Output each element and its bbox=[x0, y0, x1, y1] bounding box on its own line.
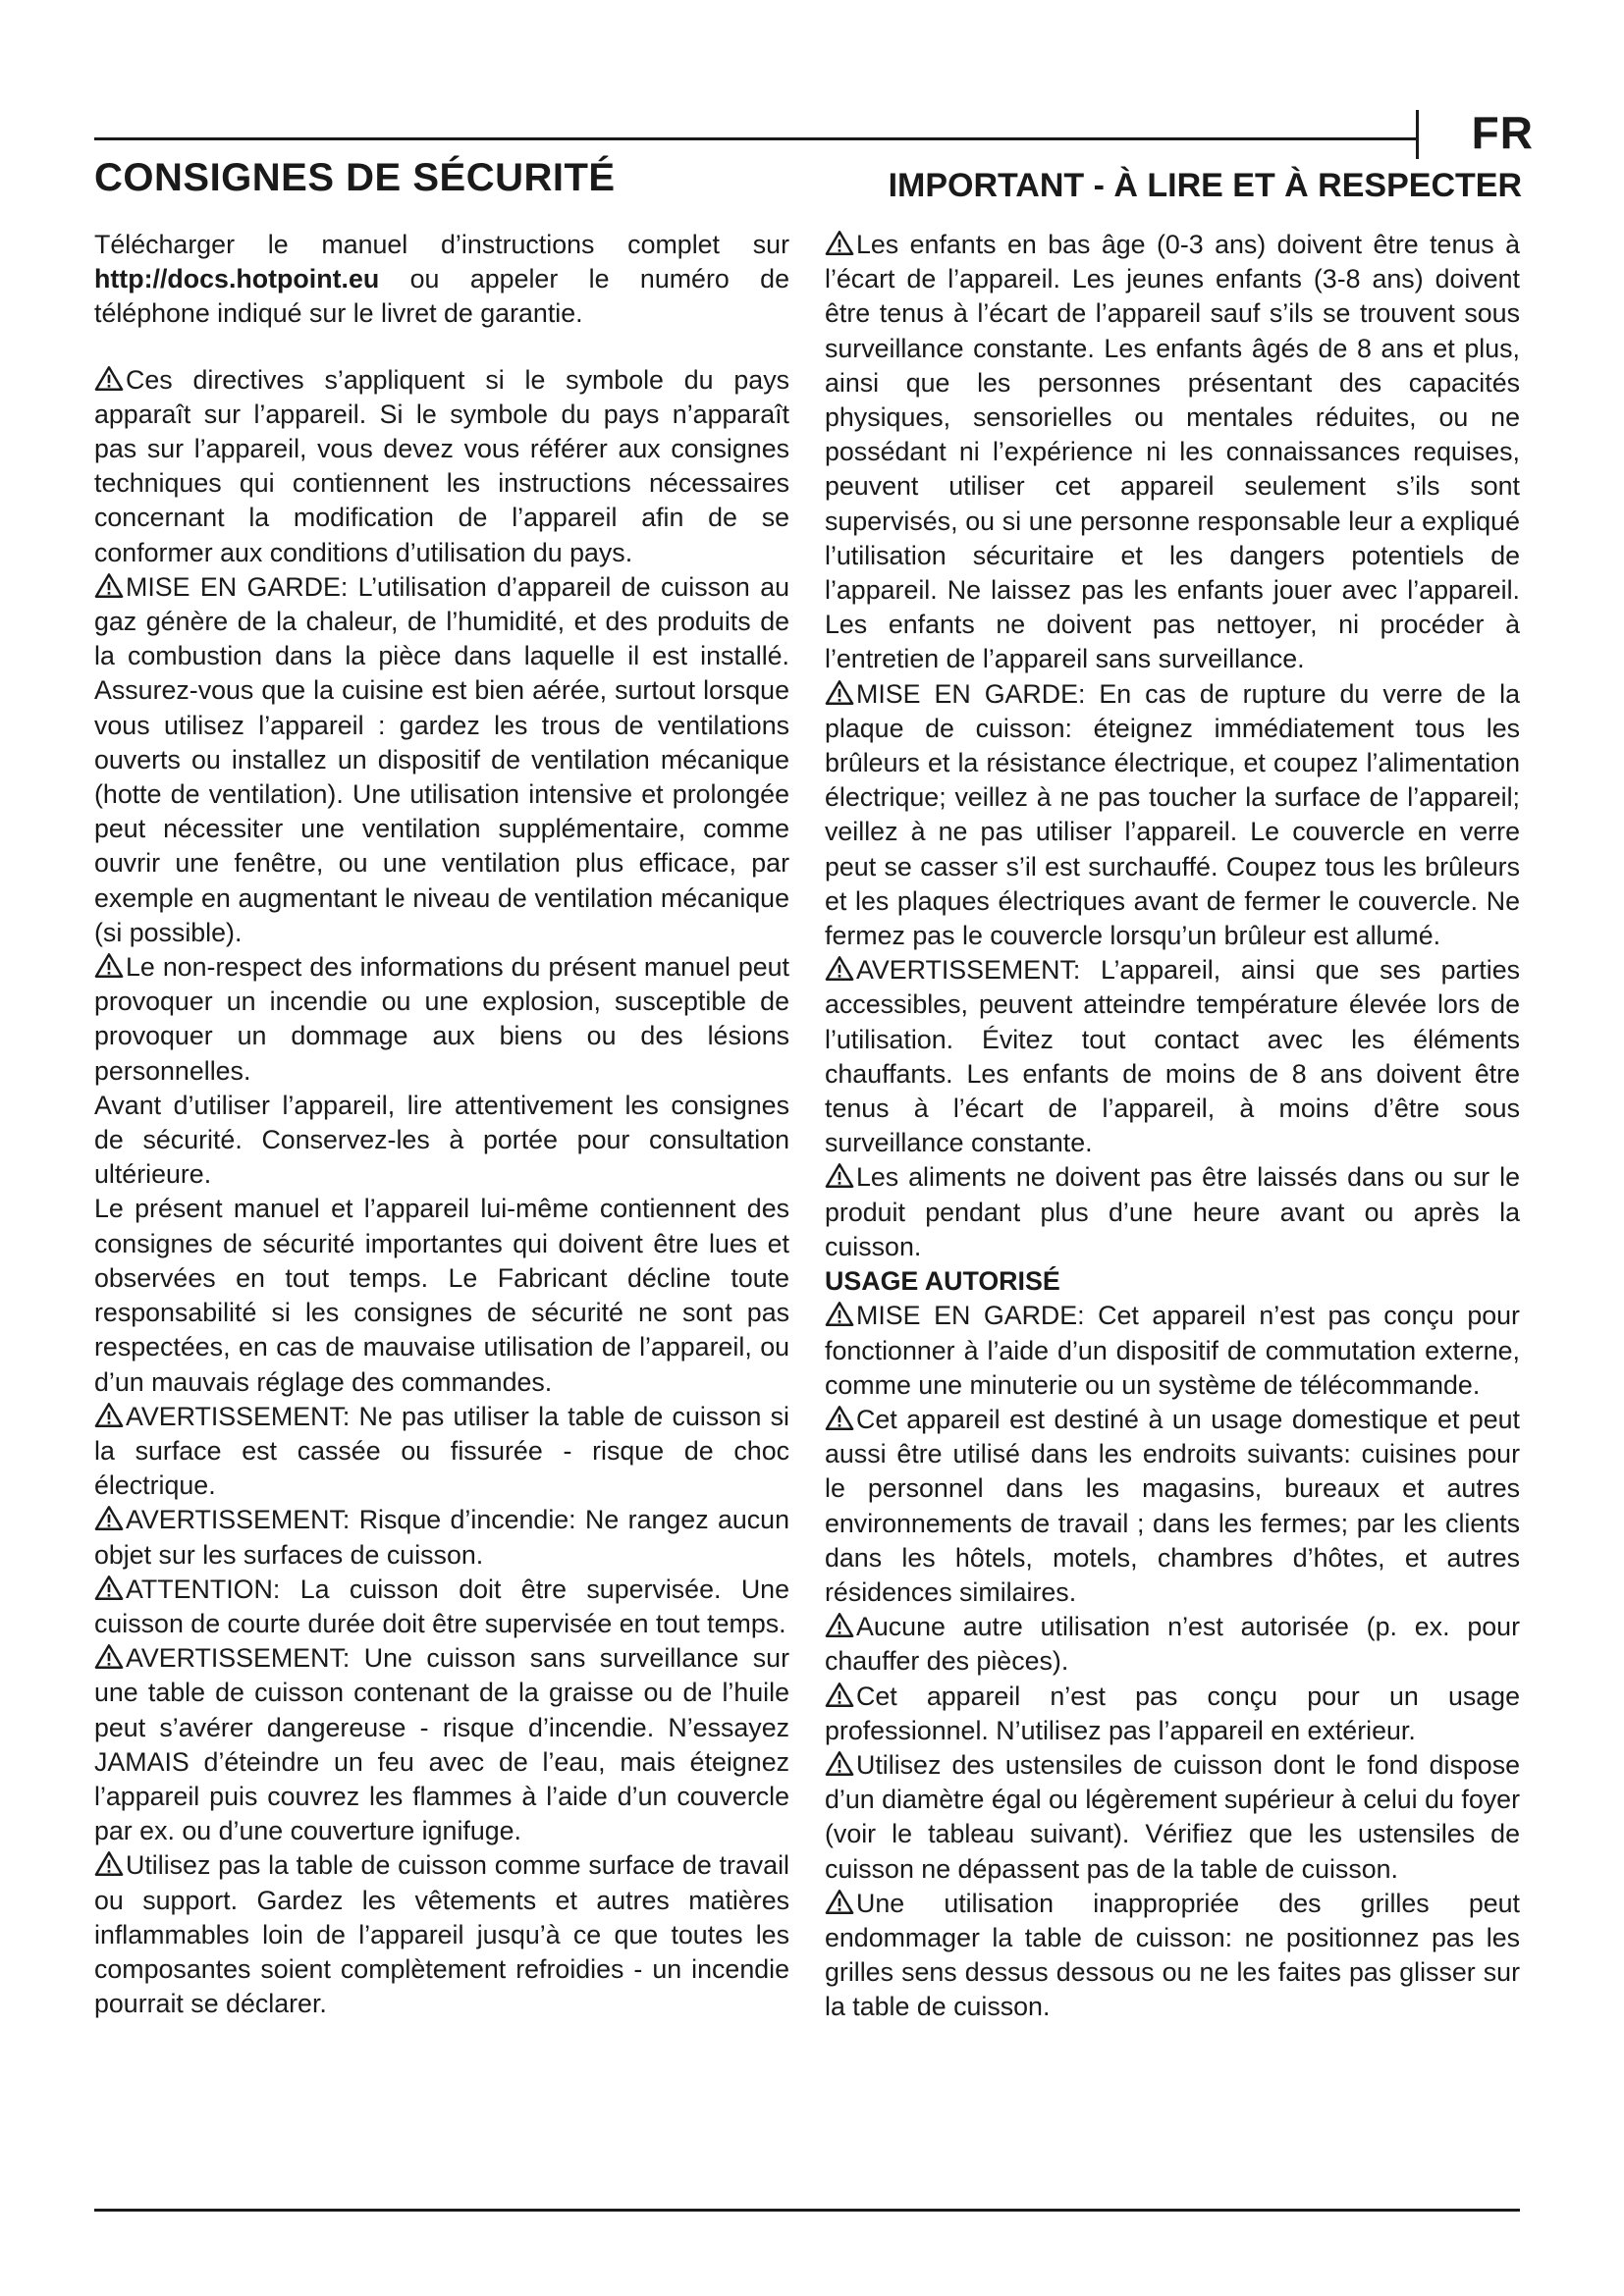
warning-icon bbox=[94, 1850, 124, 1877]
page-subtitle: IMPORTANT - À LIRE ET À RESPECTER bbox=[888, 167, 1522, 204]
safety-paragraph: Aucune autre utilisation n’est autorisée (p. ex. pour chauffer des pièces). bbox=[825, 1612, 1520, 1677]
warning-icon bbox=[94, 572, 124, 599]
safety-paragraph: Avant d’utiliser l’appareil, lire attentivement les consignes de sécurité. Conservez-les à portée pour consultation ultérieure. bbox=[94, 1090, 789, 1190]
warning-icon bbox=[94, 1402, 124, 1428]
safety-paragraph: Ces directives s’appliquent si le symbole du pays apparaît sur l’appareil. Si le symbole du pays n’apparaît pas sur l’appareil, vous devez vous référer aux consignes techniques qui contiennent les instructions nécessaires concernant la modification de l’appareil afin de se conformer aux conditions d’utilisation du pays. bbox=[94, 364, 789, 567]
safety-paragraph: MISE EN GARDE: L’utilisation d’appareil de cuisson au gaz génère de la chaleur, de l’humidité, et des produits de la combustion dans la pièce dans laquelle il est installé. Assurez-vous que la cuisine est bien aérée, surtout lorsque vous utilisez l’appareil : gardez les trous de ventilations ouverts ou installez un dispositif de ventilation mécanique (hotte de ventilation). Une utilisation intensive et prolongée peut nécessiter une ventilation supplémentaire, comme ouvrir une fenêtre, ou une ventilation plus efficace, par exemple en augmentant le niveau de ventilation mécanique (si possible). bbox=[94, 571, 789, 947]
safety-paragraph: MISE EN GARDE: En cas de rupture du verre de la plaque de cuisson: éteignez immédiatement tous les brûleurs et la résistance électrique, et coupez l’alimentation électrique; veillez à ne pas toucher la surface de l’appareil; veillez à ne pas utiliser l’appareil. Le couvercle en verre peut se casser s’il est surchauffé. Coupez tous les brûleurs et les plaques électriques avant de fermer le couvercle. Ne fermez pas le couvercle lorsqu’un brûleur est allumé. bbox=[825, 678, 1520, 951]
language-code: FR bbox=[1471, 107, 1534, 158]
manual-url-link[interactable]: http://docs.hotpoint.eu bbox=[94, 264, 380, 294]
warning-icon bbox=[94, 365, 124, 392]
warning-icon bbox=[825, 1682, 854, 1708]
safety-paragraph: Utilisez pas la table de cuisson comme surface de travail ou support. Gardez les vêtements et autres matières inflammables loin de l’appareil jusqu’à ce que toutes les composantes soient complètement refroidies - un incendie pourrait se déclarer. bbox=[94, 1850, 789, 2019]
warning-icon bbox=[825, 1612, 854, 1638]
warning-icon bbox=[94, 1575, 124, 1601]
warning-icon bbox=[825, 1750, 854, 1777]
safety-paragraph: Utilisez des ustensiles de cuisson dont le fond dispose d’un diamètre égal ou légèrement supérieur à celui du foyer (voir le tableau suivant). Vérifiez que les ustensiles de cuisson ne dépassent pas de la table de cuisson. bbox=[825, 1749, 1520, 1884]
safety-paragraph: Une utilisation inappropriée des grilles peut endommager la table de cuisson: ne positionnez pas les grilles sens dessus dessous ou ne les faites pas glisser sur la table de cuisson. bbox=[825, 1888, 1520, 2022]
warning-icon bbox=[825, 1889, 854, 1915]
safety-paragraph: Le non-respect des informations du présent manuel peut provoquer un incendie ou une explosion, susceptible de provoquer un dommage aux biens ou des lésions personnelles. bbox=[94, 952, 789, 1086]
left-column bbox=[94, 228, 789, 2021]
safety-paragraph: AVERTISSEMENT: Ne pas utiliser la table de cuisson si la surface est cassée ou fissurée - risque de choc électrique. bbox=[94, 1401, 789, 1501]
intro-text-end: ou appeler le numéro de téléphone indiqué sur le livret de garantie. bbox=[94, 264, 789, 329]
warning-icon bbox=[94, 1505, 124, 1531]
warning-icon bbox=[825, 230, 854, 256]
safety-paragraph: Cet appareil n’est pas conçu pour un usage professionnel. N’utilisez pas l’appareil en extérieur. bbox=[825, 1681, 1520, 1745]
warning-icon bbox=[825, 1162, 854, 1189]
safety-paragraph: AVERTISSEMENT: Une cuisson sans surveillance sur une table de cuisson contenant de la graisse ou de l’huile peut s’avérer dangereuse - risque d’incendie. N’essayez JAMAIS d’éteindre un feu avec de l’eau, mais éteignez l’appareil puis couvrez les flammes à l’aide d’un couvercle par ex. ou d’une couverture ignifuge. bbox=[94, 1643, 789, 1846]
footer-rule bbox=[94, 2209, 1520, 2212]
right-column bbox=[825, 228, 1520, 2025]
intro-text-start: Télécharger le manuel d’instructions complet sur bbox=[94, 230, 789, 259]
intro-paragraph bbox=[94, 228, 789, 332]
warning-icon bbox=[825, 1405, 854, 1431]
header-rule bbox=[94, 137, 1418, 140]
safety-paragraph: Les aliments ne doivent pas être laissés dans ou sur le produit pendant plus d’une heure avant ou après la cuisson. bbox=[825, 1162, 1520, 1261]
warning-icon bbox=[825, 679, 854, 706]
warning-icon bbox=[825, 955, 854, 982]
safety-paragraph: AVERTISSEMENT: Risque d’incendie: Ne rangez aucun objet sur les surfaces de cuisson. bbox=[94, 1505, 789, 1570]
warning-icon bbox=[825, 1301, 854, 1327]
safety-paragraph: ATTENTION: La cuisson doit être supervisée. Une cuisson de courte durée doit être supervisée en tout temps. bbox=[94, 1574, 789, 1638]
page-title: CONSIGNES DE SÉCURITÉ bbox=[94, 156, 616, 199]
warning-icon bbox=[94, 1643, 124, 1670]
safety-paragraph: Le présent manuel et l’appareil lui-même contiennent des consignes de sécurité importantes qui doivent être lues et observées en tout temps. Le Fabricant décline toute responsabilité si les consignes de sécurité ne sont pas respectées, en cas de mauvaise utilisation de l’appareil, ou d’un mauvais réglage des commandes. bbox=[94, 1194, 789, 1397]
safety-paragraph: AVERTISSEMENT: L’appareil, ainsi que ses parties accessibles, peuvent atteindre température élevée lors de l’utilisation. Évitez tout contact avec les éléments chauffants. Les enfants de moins de 8 ans doivent être tenus à l’écart de l’appareil, à moins d’être sous surveillance constante. bbox=[825, 955, 1520, 1158]
section-heading-usage: USAGE AUTORISÉ bbox=[825, 1266, 1060, 1297]
safety-paragraph: MISE EN GARDE: Cet appareil n’est pas conçu pour fonctionner à l’aide d’un dispositif de commutation externe, comme une minuterie ou un système de télécommande. bbox=[825, 1301, 1520, 1400]
warning-icon bbox=[94, 952, 124, 979]
header-tick-divider bbox=[1416, 110, 1419, 159]
safety-paragraph: Cet appareil est destiné à un usage domestique et peut aussi être utilisé dans les endroits suivants: cuisines pour le personnel dans les magasins, bureaux et autres environnements de travail ; dans les fermes; par les clients dans les hôtels, motels, chambres d’hôtes, et autres résidences similaires. bbox=[825, 1404, 1520, 1607]
safety-paragraph: Les enfants en bas âge (0-3 ans) doivent être tenus à l’écart de l’appareil. Les jeunes enfants (3-8 ans) doivent être tenus à l’écart de l’appareil sauf s’ils se trouvent sous surveillance constante. Les enfants âgés de 8 ans et plus, ainsi que les personnes présentant des capacités physiques, sensorielles ou mentales réduites, ou ne possédant ni l’expérience ni les connaissances requises, peuvent utiliser cet appareil seulement s’ils sont supervisés, ou si une personne responsable leur a expliqué l’utilisation sécuritaire et les dangers potentiels de l’appareil. Ne laissez pas les enfants jouer avec l’appareil. Les enfants ne doivent pas nettoyer, ni procéder à l’entretien de l’appareil sans surveillance. bbox=[825, 230, 1520, 674]
